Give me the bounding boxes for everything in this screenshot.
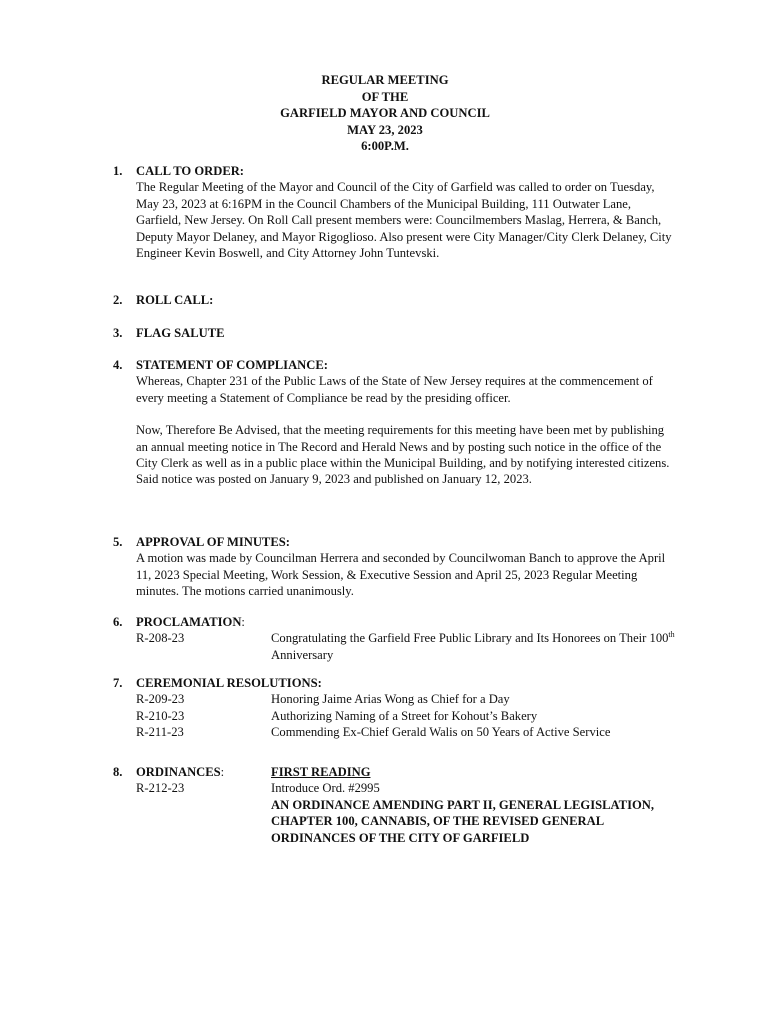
section-body xyxy=(136,550,676,599)
section-number: 7. xyxy=(113,676,123,690)
section-ceremonial-resolutions xyxy=(113,675,673,741)
resolution-id: R-210-23 xyxy=(136,708,185,723)
call-to-order-text: The Regular Meeting of the Mayor and Council of the City of Garfield was called to order on Tuesday, May 23, 2023 at 6:16PM in the Council Chambers of the Municipal Building, 111 Outwater Lane, Garfield, New Jersey. On Roll Call present members were: Councilmembers Maslag, Herrera, & Banch, Deputy Mayor Delaney, and Mayor Rigoglioso. Also present were City Manager/City Clerk Delaney, City Engineer Kevin Boswell, and City Attorney John Tuntevski. xyxy=(136,180,672,261)
ordinance-intro: Introduce Ord. #2995 xyxy=(271,781,380,796)
section-proclamation xyxy=(113,614,673,663)
section-heading xyxy=(136,764,673,780)
resolution-row xyxy=(136,630,673,663)
section-flag-salute xyxy=(113,325,673,341)
header-line-2: OF THE xyxy=(361,89,409,104)
description-text-end: Anniversary xyxy=(271,647,334,662)
document-header xyxy=(0,72,770,155)
section-body xyxy=(136,373,676,487)
section-ordinances xyxy=(113,764,673,846)
compliance-paragraph-2: Now, Therefore Be Advised, that the meeting requirements for this meeting have been met by publishing an annual meeting notice in The Record and Herald News and by posting such notice in the office of the City Clerk as well as in a public place within the Municipal Building, and by notifying interested citizens. Said notice was posted on January 9, 2023 and published on January 12, 2023. xyxy=(136,423,670,487)
resolution-id: R-209-23 xyxy=(136,692,185,707)
first-reading-heading: FIRST READING xyxy=(271,765,371,779)
section-number: 3. xyxy=(113,326,123,340)
ordinance-details xyxy=(271,780,676,846)
heading-colon: : xyxy=(220,765,225,779)
resolution-id: R-208-23 xyxy=(136,631,185,646)
description-text: Congratulating the Garfield Free Public Library and Its Honorees on Their 100 xyxy=(271,631,669,646)
section-heading: APPROVAL OF MINUTES: xyxy=(136,535,290,549)
resolution-description: Authorizing Naming of a Street for Kohout’s Bakery xyxy=(271,708,538,723)
resolution-id: R-211-23 xyxy=(136,725,184,740)
section-heading: STATEMENT OF COMPLIANCE: xyxy=(136,358,328,372)
section-heading: CALL TO ORDER: xyxy=(136,164,245,178)
resolution-description: Commending Ex-Chief Gerald Walis on 50 Years of Active Service xyxy=(271,725,611,740)
section-number: 8. xyxy=(113,765,123,779)
resolution-id: R-212-23 xyxy=(136,781,185,796)
header-line-4: MAY 23, 2023 xyxy=(347,122,423,137)
minutes-approval-text: A motion was made by Councilman Herrera and seconded by Councilwoman Banch to approve the April 11, 2023 Special Meeting, Work Session, & Executive Session and April 25, 2023 Regular Meeting minutes. The motions carried unanimously. xyxy=(136,551,666,599)
section-number: 4. xyxy=(113,358,123,372)
heading-text: PROCLAMATION xyxy=(136,615,242,629)
section-body xyxy=(136,179,676,261)
section-number: 6. xyxy=(113,615,123,629)
section-heading: ROLL CALL: xyxy=(136,293,214,307)
header-line-1: REGULAR MEETING xyxy=(321,73,449,87)
section-number: 1. xyxy=(113,164,123,178)
heading-colon: : xyxy=(241,615,245,629)
resolution-row xyxy=(136,708,673,724)
resolution-row xyxy=(136,724,673,740)
ordinal-suffix: th xyxy=(668,630,675,640)
header-line-5: 6:00P.M. xyxy=(361,139,409,153)
compliance-paragraph-1: Whereas, Chapter 231 of the Public Laws of the State of New Jersey requires at the commencement of every meeting a Statement of Compliance be read by the presiding officer. xyxy=(136,374,653,405)
section-heading: FLAG SALUTE xyxy=(136,326,225,340)
section-statement-of-compliance xyxy=(113,357,673,488)
resolution-description: Honoring Jaime Arias Wong as Chief for a Day xyxy=(271,692,510,707)
ordinance-title: AN ORDINANCE AMENDING PART II, GENERAL LEGISLATION, CHAPTER 100, CANNABIS, OF THE REVISED GENERAL ORDINANCES OF THE CITY OF GARFIELD xyxy=(271,797,655,845)
section-call-to-order xyxy=(113,163,673,261)
section-number: 5. xyxy=(113,535,123,549)
resolution-row xyxy=(136,691,673,707)
section-roll-call xyxy=(113,292,673,308)
section-heading xyxy=(136,614,673,630)
section-number: 2. xyxy=(113,293,123,307)
section-heading: CEREMONIAL RESOLUTIONS: xyxy=(136,676,322,690)
section-approval-of-minutes xyxy=(113,534,673,600)
resolution-description xyxy=(271,630,676,663)
ordinance-row xyxy=(136,780,673,846)
heading-text: ORDINANCES xyxy=(136,765,221,779)
header-line-3: GARFIELD MAYOR AND COUNCIL xyxy=(280,106,490,120)
